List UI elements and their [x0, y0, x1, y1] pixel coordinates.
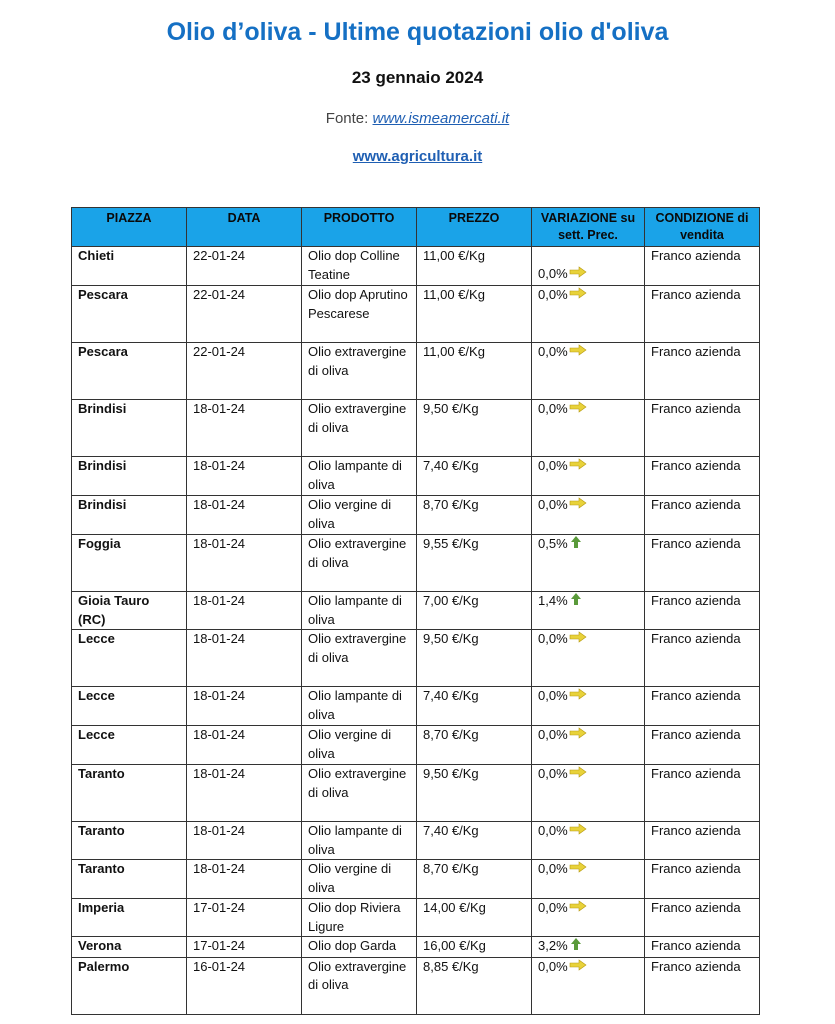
cell-prodotto: Olio extravergine di oliva [302, 535, 417, 592]
variazione-wrap [538, 287, 587, 302]
up-arrow-icon [569, 937, 583, 957]
cell-data: 22-01-24 [187, 247, 302, 286]
cell-data: 18-01-24 [187, 822, 302, 860]
up-arrow-icon [569, 592, 583, 612]
page-title: Olio d’oliva - Ultime quotazioni olio d'oliva [166, 18, 669, 46]
variazione-wrap [538, 727, 587, 742]
variazione-value: 0,0% [538, 631, 568, 646]
header-piazza: PIAZZA [72, 208, 187, 247]
cell-data: 18-01-24 [187, 535, 302, 592]
cell-prezzo: 9,50 €/Kg [417, 630, 532, 687]
cell-variazione [532, 937, 645, 958]
cell-variazione [532, 343, 645, 400]
variazione-wrap [538, 959, 587, 974]
cell-data: 18-01-24 [187, 496, 302, 535]
variazione-value: 0,0% [538, 766, 568, 781]
cell-piazza: Taranto [72, 860, 187, 899]
cell-piazza: Lecce [72, 630, 187, 687]
right-arrow-icon [569, 457, 587, 476]
cell-prezzo: 16,00 €/Kg [417, 937, 532, 958]
variazione-wrap [538, 823, 587, 838]
cell-condizione: Franco azienda [645, 592, 760, 630]
table-row [72, 535, 760, 592]
page-date: 23 gennaio 2024 [351, 68, 484, 87]
cell-prezzo: 11,00 €/Kg [417, 247, 532, 286]
right-arrow-icon [569, 765, 587, 784]
variazione-value: 0,0% [538, 727, 568, 742]
variazione-value: 0,0% [538, 458, 568, 473]
cell-data: 18-01-24 [187, 630, 302, 687]
cell-variazione [532, 496, 645, 535]
right-arrow-icon [569, 899, 587, 918]
cell-prodotto: Olio dop Colline Teatine [302, 247, 417, 286]
cell-prezzo: 11,00 €/Kg [417, 286, 532, 343]
cell-prodotto: Olio extravergine di oliva [302, 400, 417, 457]
cell-prezzo: 9,55 €/Kg [417, 535, 532, 592]
cell-prezzo: 8,70 €/Kg [417, 860, 532, 899]
cell-variazione [532, 726, 645, 765]
cell-piazza: Taranto [72, 822, 187, 860]
table-row [72, 726, 760, 765]
variazione-wrap [538, 458, 587, 473]
variazione-wrap [538, 938, 583, 953]
cell-prodotto: Olio extravergine di oliva [302, 630, 417, 687]
cell-data: 17-01-24 [187, 899, 302, 937]
variazione-value: 0,5% [538, 536, 568, 552]
up-arrow-icon [569, 535, 583, 555]
variazione-value: 0,0% [538, 266, 568, 281]
variazione-value: 0,0% [538, 688, 568, 703]
table-row [72, 687, 760, 726]
cell-condizione: Franco azienda [645, 822, 760, 860]
cell-prezzo: 9,50 €/Kg [417, 400, 532, 457]
variazione-wrap [538, 497, 587, 512]
header-condizione: CONDIZIONE di vendita [645, 208, 760, 247]
variazione-wrap [538, 536, 583, 551]
cell-variazione [532, 822, 645, 860]
right-arrow-icon [569, 860, 587, 879]
cell-data: 22-01-24 [187, 286, 302, 343]
cell-variazione [532, 630, 645, 687]
cell-prodotto: Olio extravergine di oliva [302, 957, 417, 1014]
cell-piazza: Brindisi [72, 400, 187, 457]
cell-prezzo: 11,00 €/Kg [417, 343, 532, 400]
cell-prezzo: 9,50 €/Kg [417, 765, 532, 822]
cell-condizione: Franco azienda [645, 899, 760, 937]
cell-prodotto: Olio dop Aprutino Pescarese [302, 286, 417, 343]
right-arrow-icon [569, 343, 587, 362]
cell-prodotto: Olio vergine di oliva [302, 726, 417, 765]
variazione-value: 0,0% [538, 823, 568, 838]
cell-prodotto: Olio lampante di oliva [302, 457, 417, 496]
source-line [0, 110, 835, 127]
cell-prezzo: 7,40 €/Kg [417, 822, 532, 860]
cell-prodotto: Olio lampante di oliva [302, 687, 417, 726]
cell-prodotto: Olio extravergine di oliva [302, 765, 417, 822]
cell-prezzo: 7,40 €/Kg [417, 687, 532, 726]
cell-piazza: Brindisi [72, 496, 187, 535]
quotes-table [71, 207, 760, 1015]
variazione-wrap [538, 247, 587, 284]
cell-prodotto: Olio lampante di oliva [302, 822, 417, 860]
variazione-wrap [538, 766, 587, 781]
right-arrow-icon [569, 958, 587, 977]
variazione-value: 3,2% [538, 938, 568, 954]
table-row [72, 343, 760, 400]
cell-condizione: Franco azienda [645, 343, 760, 400]
variazione-value: 1,4% [538, 593, 568, 609]
right-arrow-icon [569, 400, 587, 419]
cell-variazione [532, 286, 645, 343]
cell-condizione: Franco azienda [645, 687, 760, 726]
right-arrow-icon [569, 630, 587, 649]
cell-data: 18-01-24 [187, 687, 302, 726]
cell-variazione [532, 400, 645, 457]
cell-variazione [532, 592, 645, 630]
cell-condizione: Franco azienda [645, 765, 760, 822]
variazione-value: 0,0% [538, 344, 568, 359]
cell-piazza: Chieti [72, 247, 187, 286]
variazione-value: 0,0% [538, 497, 568, 512]
cell-piazza: Brindisi [72, 457, 187, 496]
cell-prodotto: Olio dop Riviera Ligure [302, 899, 417, 937]
table-row [72, 592, 760, 630]
right-arrow-icon [569, 286, 587, 305]
cell-condizione: Franco azienda [645, 247, 760, 286]
variazione-wrap [538, 593, 583, 608]
table-header-row [72, 208, 760, 247]
table-row [72, 286, 760, 343]
cell-data: 18-01-24 [187, 860, 302, 899]
site-line [0, 148, 835, 165]
cell-prezzo: 8,70 €/Kg [417, 496, 532, 535]
cell-variazione [532, 247, 645, 286]
cell-prezzo: 7,00 €/Kg [417, 592, 532, 630]
cell-prezzo: 14,00 €/Kg [417, 899, 532, 937]
cell-data: 18-01-24 [187, 592, 302, 630]
variazione-value: 0,0% [538, 401, 568, 416]
table-row [72, 937, 760, 958]
cell-prodotto: Olio extravergine di oliva [302, 343, 417, 400]
cell-piazza: Verona [72, 937, 187, 958]
cell-prezzo: 8,85 €/Kg [417, 957, 532, 1014]
right-arrow-icon [569, 265, 587, 284]
cell-data: 18-01-24 [187, 726, 302, 765]
table-row [72, 457, 760, 496]
cell-data: 18-01-24 [187, 400, 302, 457]
variazione-wrap [538, 688, 587, 703]
cell-piazza: Taranto [72, 765, 187, 822]
cell-prezzo: 7,40 €/Kg [417, 457, 532, 496]
header-prezzo: PREZZO [417, 208, 532, 247]
cell-piazza: Pescara [72, 343, 187, 400]
table-row [72, 765, 760, 822]
cell-condizione: Franco azienda [645, 496, 760, 535]
variazione-wrap [538, 631, 587, 646]
cell-piazza: Lecce [72, 687, 187, 726]
cell-data: 18-01-24 [187, 765, 302, 822]
table-row [72, 630, 760, 687]
header-data: DATA [187, 208, 302, 247]
variazione-value: 0,0% [538, 861, 568, 876]
cell-piazza: Gioia Tauro (RC) [72, 592, 187, 630]
cell-prezzo: 8,70 €/Kg [417, 726, 532, 765]
cell-data: 22-01-24 [187, 343, 302, 400]
source-link[interactable]: www.ismeamercati.it [372, 110, 510, 127]
variazione-wrap [538, 900, 587, 915]
right-arrow-icon [569, 726, 587, 745]
cell-data: 18-01-24 [187, 457, 302, 496]
variazione-value: 0,0% [538, 287, 568, 302]
header-variazione: VARIAZIONE su sett. Prec. [532, 208, 645, 247]
cell-variazione [532, 535, 645, 592]
table-row [72, 400, 760, 457]
cell-variazione [532, 687, 645, 726]
variazione-value: 0,0% [538, 900, 568, 915]
cell-condizione: Franco azienda [645, 630, 760, 687]
right-arrow-icon [569, 687, 587, 706]
table-row [72, 899, 760, 937]
cell-prodotto: Olio vergine di oliva [302, 860, 417, 899]
variazione-wrap [538, 401, 587, 416]
cell-variazione [532, 899, 645, 937]
cell-data: 16-01-24 [187, 957, 302, 1014]
table-row [72, 860, 760, 899]
cell-variazione [532, 457, 645, 496]
cell-variazione [532, 765, 645, 822]
right-arrow-icon [569, 822, 587, 841]
cell-condizione: Franco azienda [645, 400, 760, 457]
source-label: Fonte: [325, 110, 373, 127]
cell-prodotto: Olio lampante di oliva [302, 592, 417, 630]
table-row [72, 247, 760, 286]
cell-piazza: Imperia [72, 899, 187, 937]
cell-condizione: Franco azienda [645, 535, 760, 592]
cell-prodotto: Olio vergine di oliva [302, 496, 417, 535]
header-prodotto: PRODOTTO [302, 208, 417, 247]
cell-piazza: Pescara [72, 286, 187, 343]
cell-condizione: Franco azienda [645, 726, 760, 765]
table-body [72, 247, 760, 1015]
cell-variazione [532, 957, 645, 1014]
table-row [72, 496, 760, 535]
variazione-wrap [538, 344, 587, 359]
cell-condizione: Franco azienda [645, 957, 760, 1014]
cell-piazza: Foggia [72, 535, 187, 592]
cell-piazza: Lecce [72, 726, 187, 765]
right-arrow-icon [569, 496, 587, 515]
cell-condizione: Franco azienda [645, 937, 760, 958]
cell-condizione: Franco azienda [645, 286, 760, 343]
table-row [72, 822, 760, 860]
table-row [72, 957, 760, 1014]
cell-data: 17-01-24 [187, 937, 302, 958]
cell-condizione: Franco azienda [645, 860, 760, 899]
variazione-wrap [538, 861, 587, 876]
cell-prodotto: Olio dop Garda [302, 937, 417, 958]
cell-condizione: Franco azienda [645, 457, 760, 496]
cell-piazza: Palermo [72, 957, 187, 1014]
cell-variazione [532, 860, 645, 899]
site-link[interactable]: www.agricultura.it [352, 148, 483, 165]
variazione-value: 0,0% [538, 958, 568, 974]
